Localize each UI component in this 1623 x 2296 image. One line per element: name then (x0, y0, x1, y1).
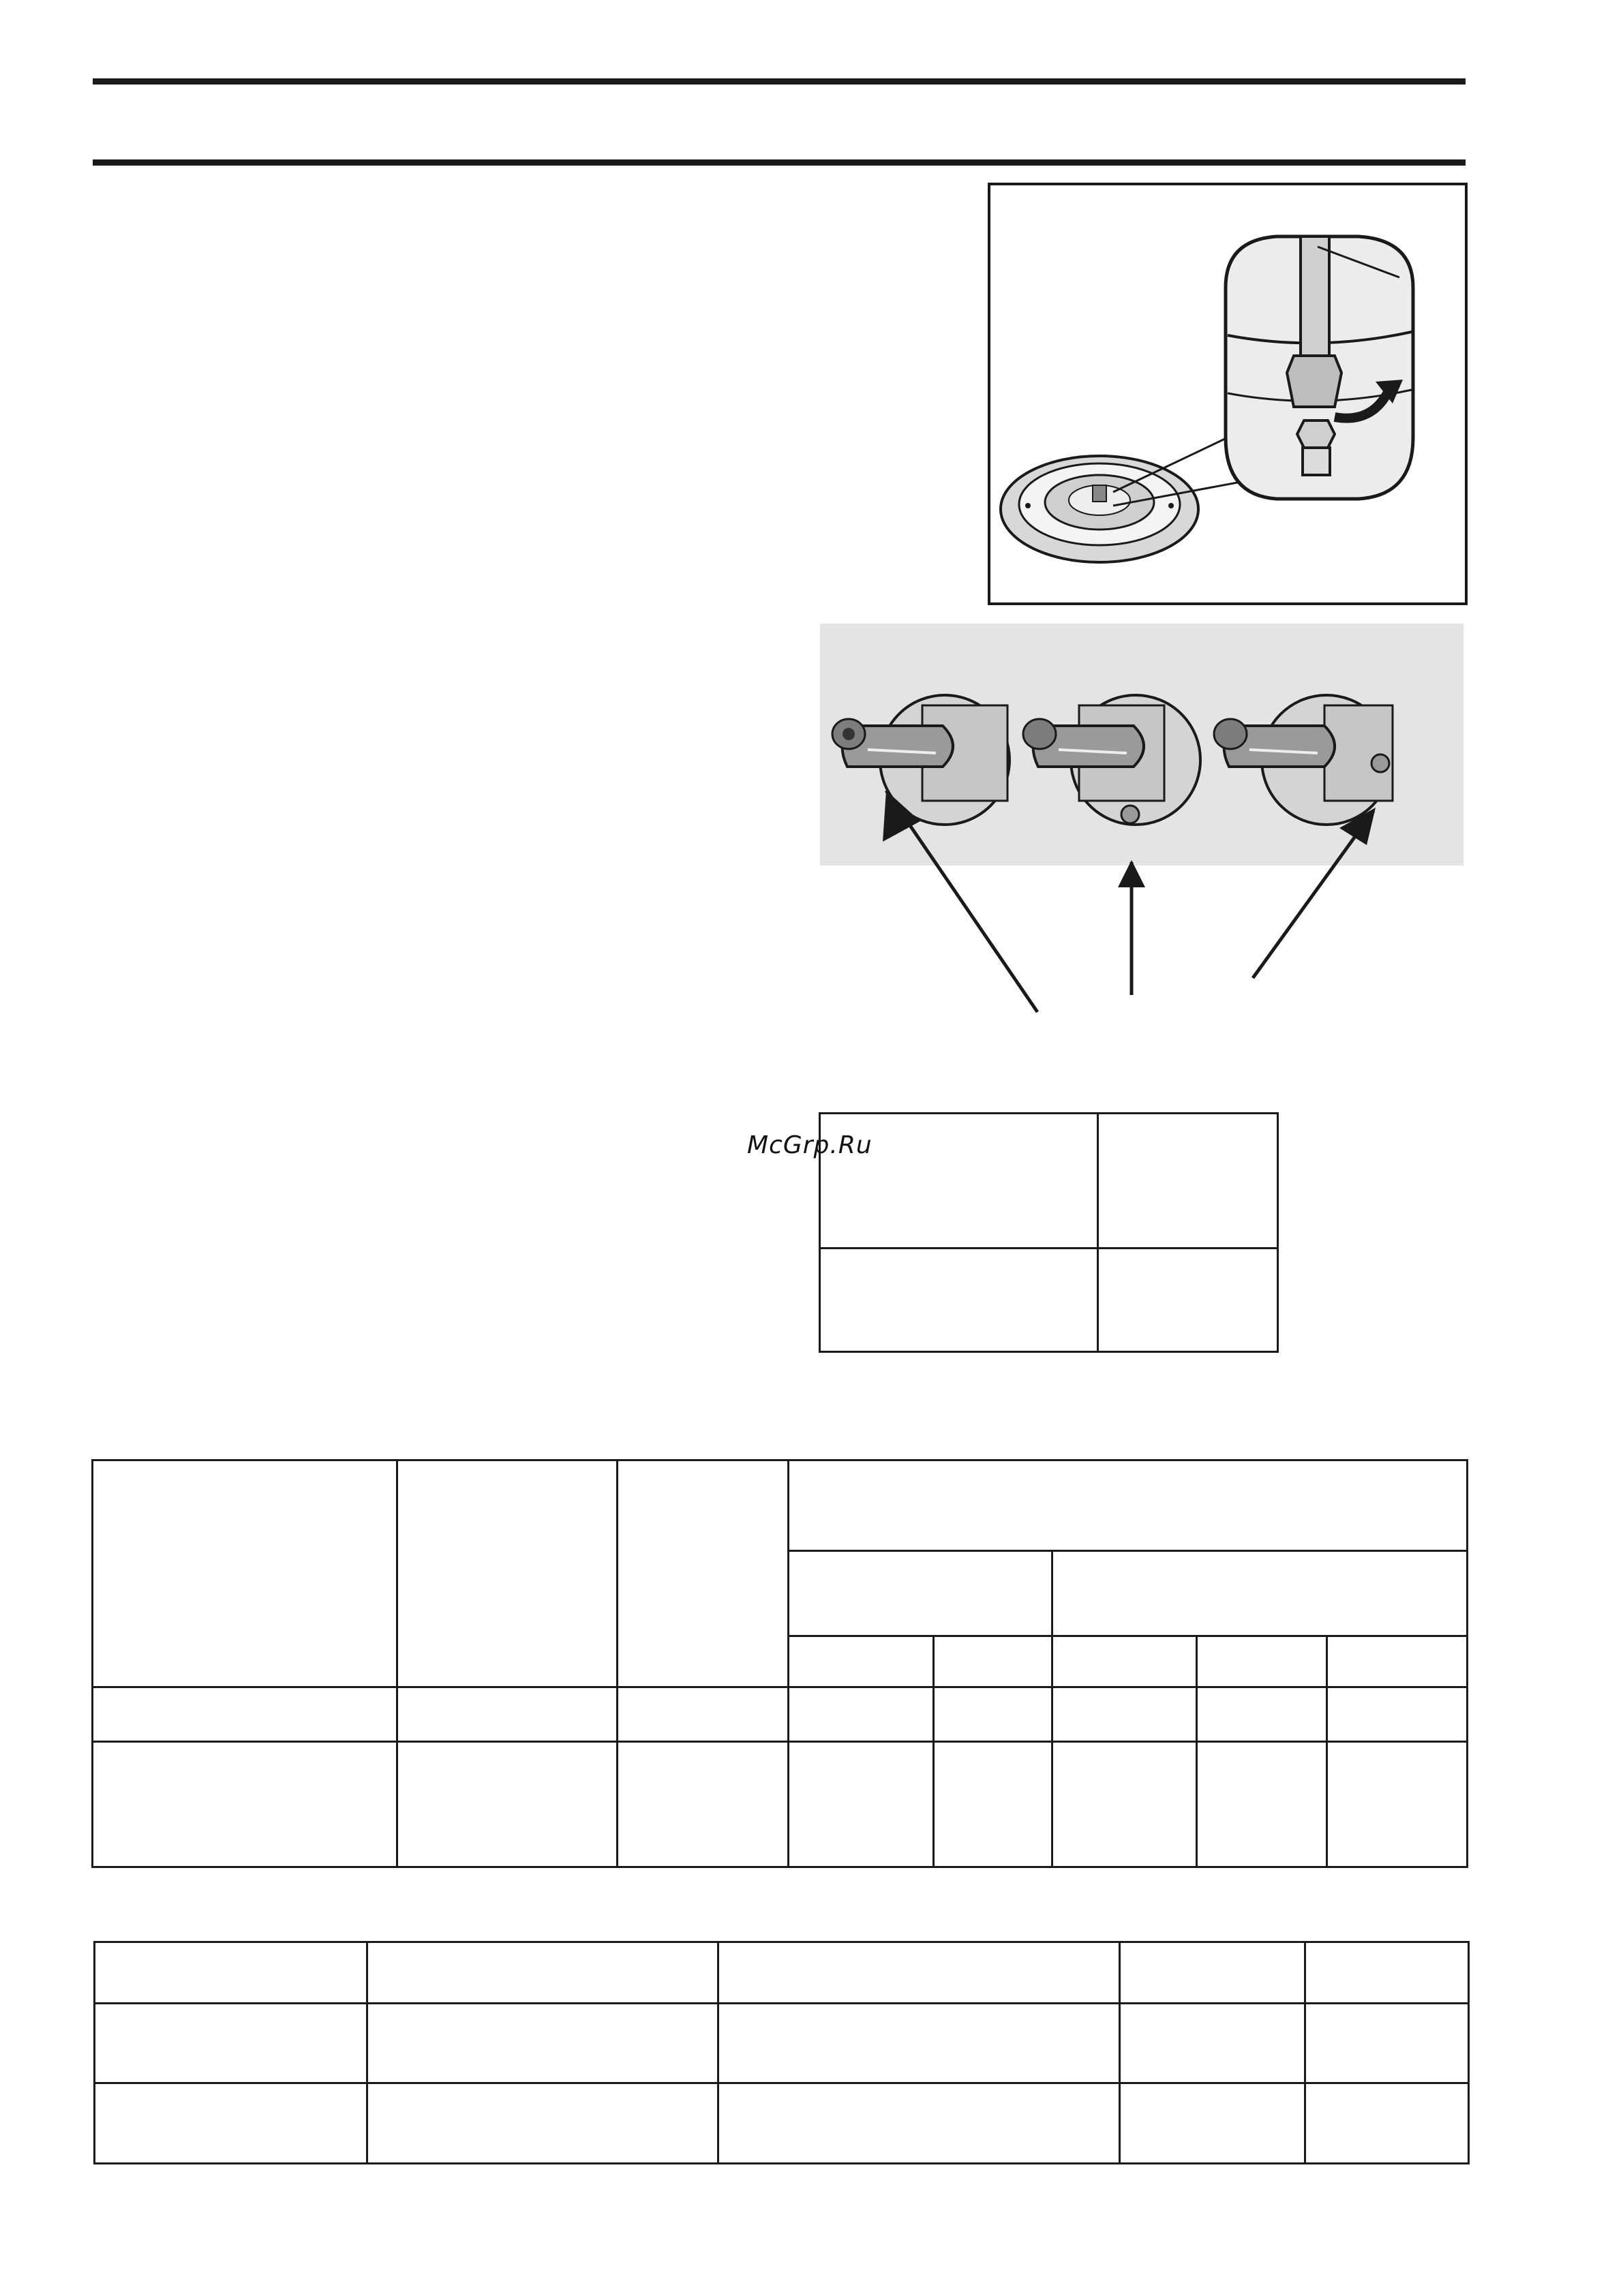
table-row (95, 2083, 1469, 2164)
bottom-table (93, 1941, 1470, 2164)
table-cell (618, 1460, 789, 1687)
table-cell (1052, 1636, 1197, 1687)
table-row (95, 2004, 1469, 2083)
burner-ring-icon (990, 185, 1465, 602)
table-cell (934, 1636, 1052, 1687)
table-cell (1098, 1249, 1278, 1352)
header-rule-bottom (93, 159, 1466, 166)
table-row (93, 1687, 1468, 1742)
table-cell (93, 1460, 397, 1687)
watermark-text: McGrp.Ru (747, 1131, 873, 1159)
table-cell (1327, 1636, 1468, 1687)
table-cell (789, 1551, 1052, 1636)
table-cell (1052, 1551, 1468, 1636)
table-row (93, 1742, 1468, 1867)
table-cell (1197, 1636, 1327, 1687)
table-cell (789, 1460, 1468, 1551)
small-table (819, 1112, 1279, 1353)
main-table (91, 1459, 1468, 1868)
table-cell (820, 1114, 1098, 1249)
nozzle-icon (1297, 420, 1335, 475)
header-rule-top (93, 78, 1466, 85)
table-cell (820, 1249, 1098, 1352)
table-cell (397, 1460, 618, 1687)
burner-nozzle-figure (988, 183, 1468, 605)
table-cell (789, 1636, 934, 1687)
callout-arrow-icon (818, 709, 1472, 1036)
table-cell (1098, 1114, 1278, 1249)
table-row (95, 1942, 1469, 2004)
